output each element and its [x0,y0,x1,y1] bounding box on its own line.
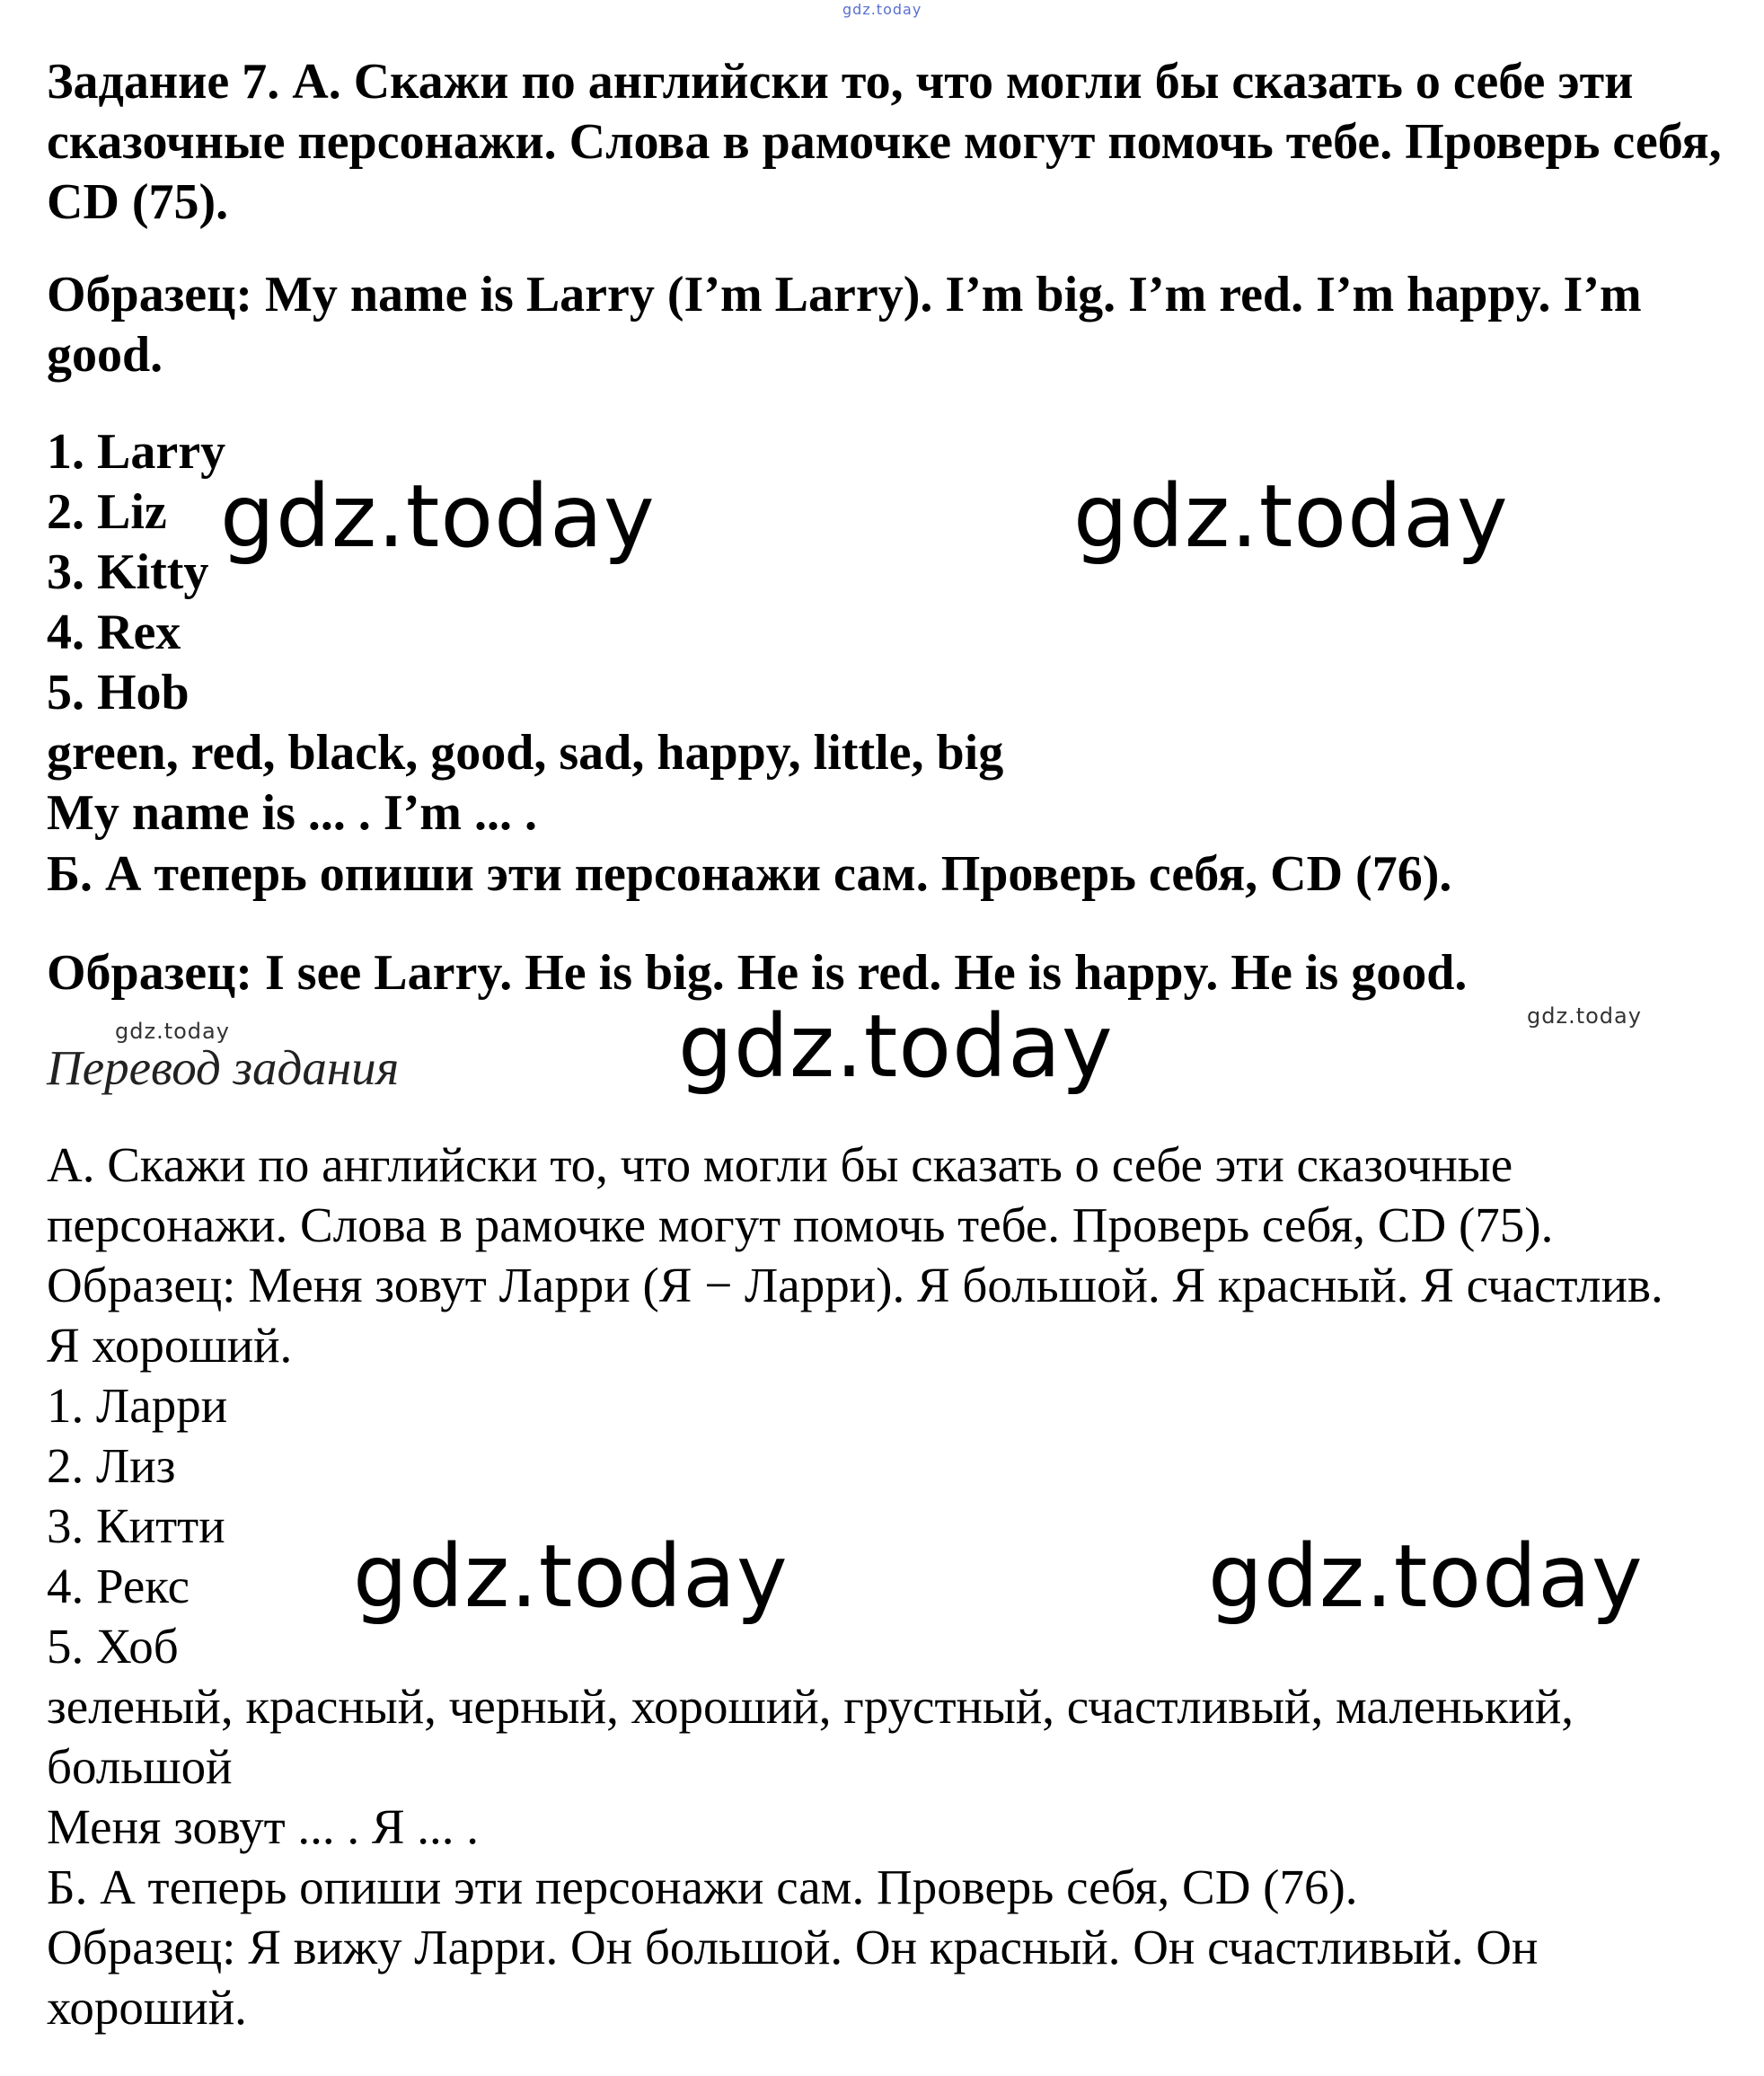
translation-line: зеленый, красный, черный, хороший, грустный, счастливый, маленький, [47,1679,1574,1734]
watermark-small-right: gdz.today [1527,1003,1642,1029]
translation-line: 2. Лиз [47,1438,176,1493]
character-list [47,422,225,723]
translation-line: Меня зовут ... . Я ... . [47,1799,480,1854]
watermark-5: gdz.today [1208,1526,1644,1627]
translation-line: А. Скажи по английски то, что могли бы сказать о себе эти сказочные [47,1137,1513,1192]
translation-line: 5. Хоб [47,1619,179,1674]
list-item: 5. Hob [47,665,190,720]
list-item: 4. Rex [47,605,181,660]
phrase-template: My name is ... . I’m ... . [47,785,537,841]
translation-line: персонажи. Слова в рамочке могут помочь тебе. Проверь себя, CD (75). [47,1197,1554,1252]
translation-line: 1. Ларри [47,1378,228,1433]
translation-line: 4. Рекс [47,1559,190,1613]
list-item: 2. Liz [47,484,167,540]
watermark-2: gdz.today [1073,466,1509,567]
translation-line: Образец: Меня зовут Ларри (Я − Ларри). Я большой. Я красный. Я счастлив. [47,1258,1663,1312]
task-b: Б. А теперь опиши эти персонажи сам. Проверь себя, CD (76). [47,846,1452,902]
task-title: Задание 7. А. Скажи по английски то, что могли бы сказать о себе эти сказочные персонажи. Слова в рамочке могут помочь тебе. Проверь себя, CD (75). [47,54,1722,230]
list-item: 3. Kitty [47,544,209,600]
translation-block [47,1135,1753,2037]
watermark-top: gdz.today [842,1,922,18]
sample-a: Образец: My name is Larry (I’m Larry). I’m big. I’m red. I’m happy. I’m good. [47,267,1642,383]
translation-line: 3. Китти [47,1498,225,1553]
sample-b: Образец: I see Larry. He is big. He is red. He is happy. He is good. [47,945,1468,1001]
watermark-small-left: gdz.today [115,1019,230,1044]
watermark-1: gdz.today [220,466,656,567]
watermark-4: gdz.today [353,1526,789,1627]
translation-line: хороший. [47,1980,247,2035]
translation-line: Образец: Я вижу Ларри. Он большой. Он красный. Он счастливый. Он [47,1920,1539,1974]
word-box: green, red, black, good, sad, happy, little, big [47,725,1004,781]
translation-line: Я хороший. [47,1318,293,1373]
watermark-3: gdz.today [678,996,1114,1097]
translation-heading: Перевод задания [47,1040,400,1095]
translation-line: большой [47,1739,233,1794]
list-item: 1. Larry [47,424,226,480]
translation-line: Б. А теперь опиши эти персонажи сам. Проверь себя, CD (76). [47,1860,1358,1914]
